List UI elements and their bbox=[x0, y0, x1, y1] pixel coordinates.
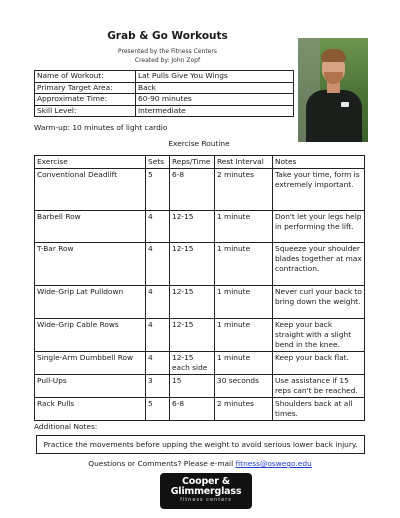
info-row bbox=[35, 82, 294, 94]
reps-cell: 15 bbox=[170, 375, 215, 398]
contact-email-link[interactable]: fitness@oswego.edu bbox=[235, 459, 312, 468]
exercise-cell: Wide-Grip Lat Pulldown bbox=[35, 286, 146, 319]
info-label: Skill Level: bbox=[35, 105, 136, 117]
presented-by: Presented by the Fitness Centers bbox=[118, 48, 217, 55]
rest-cell: 1 minute bbox=[215, 319, 273, 352]
created-by: Created by: John Zopf bbox=[134, 57, 201, 64]
info-label: Primary Target Area: bbox=[35, 82, 136, 94]
sets-cell: 4 bbox=[146, 243, 170, 286]
column-header: Rest Interval bbox=[215, 156, 273, 169]
logo-line-1: Cooper & bbox=[182, 476, 230, 487]
rest-cell: 1 minute bbox=[215, 243, 273, 286]
column-header: Notes bbox=[273, 156, 365, 169]
reps-cell: 12-15 bbox=[170, 319, 215, 352]
exercise-cell: Wide-Grip Cable Rows bbox=[35, 319, 146, 352]
notes-cell: Shoulders back at all times. bbox=[273, 398, 365, 421]
fitness-centers-logo bbox=[160, 473, 252, 509]
sets-cell: 5 bbox=[146, 398, 170, 421]
rest-cell: 2 minutes bbox=[215, 169, 273, 211]
table-row bbox=[35, 243, 365, 286]
info-row bbox=[35, 105, 294, 117]
exercise-cell: Rack Pulls bbox=[35, 398, 146, 421]
exercise-cell: Conventional Deadlift bbox=[35, 169, 146, 211]
table-row bbox=[35, 286, 365, 319]
info-value: Intermediate bbox=[136, 105, 294, 117]
reps-cell: 12-15 bbox=[170, 286, 215, 319]
info-value: 60-90 minutes bbox=[136, 94, 294, 106]
table-row bbox=[35, 319, 365, 352]
logo-line-2: Glimmerglass bbox=[170, 486, 242, 497]
contact-line bbox=[0, 459, 400, 468]
notes-cell: Squeeze your shoulder blades together at max contraction. bbox=[273, 243, 365, 286]
column-header: Exercise bbox=[35, 156, 146, 169]
exercise-cell: Barbell Row bbox=[35, 211, 146, 243]
sets-cell: 4 bbox=[146, 352, 170, 375]
notes-cell: Keep your back straight with a slight bend in the knee. bbox=[273, 319, 365, 352]
exercise-cell: Pull-Ups bbox=[35, 375, 146, 398]
exercise-cell: T-Bar Row bbox=[35, 243, 146, 286]
rest-cell: 30 seconds bbox=[215, 375, 273, 398]
page-title: Grab & Go Workouts bbox=[107, 30, 228, 42]
rest-cell: 2 minutes bbox=[215, 398, 273, 421]
column-header: Reps/Time bbox=[170, 156, 215, 169]
reps-cell: 6-8 bbox=[170, 398, 215, 421]
notes-cell: Take your time, form is extremely important. bbox=[273, 169, 365, 211]
reps-cell: 12-15 bbox=[170, 243, 215, 286]
sets-cell: 4 bbox=[146, 211, 170, 243]
contact-text: Questions or Comments? Please e-mail bbox=[88, 459, 236, 468]
reps-cell: 12-15 each side bbox=[170, 352, 215, 375]
additional-notes-label: Additional Notes: bbox=[34, 422, 98, 431]
table-row bbox=[35, 211, 365, 243]
table-row bbox=[35, 169, 365, 211]
info-value: Back bbox=[136, 82, 294, 94]
rest-cell: 1 minute bbox=[215, 211, 273, 243]
notes-cell: Use assistance if 15 reps can't be reached. bbox=[273, 375, 365, 398]
sets-cell: 4 bbox=[146, 319, 170, 352]
table-row bbox=[35, 352, 365, 375]
column-header: Sets bbox=[146, 156, 170, 169]
additional-note-box: Practice the movements before upping the weight to avoid serious lower back injury. bbox=[36, 435, 365, 454]
reps-cell: 6-8 bbox=[170, 169, 215, 211]
logo-line-3: fitness centers bbox=[180, 497, 232, 503]
trainer-photo bbox=[298, 38, 368, 142]
notes-cell: Never curl your back to bring down the weight. bbox=[273, 286, 365, 319]
info-row bbox=[35, 94, 294, 106]
warmup-text: Warm-up: 10 minutes of light cardio bbox=[34, 123, 168, 132]
info-label: Name of Workout: bbox=[35, 71, 136, 83]
workout-info-table bbox=[34, 70, 294, 117]
notes-cell: Keep your back flat. bbox=[273, 352, 365, 375]
sets-cell: 5 bbox=[146, 169, 170, 211]
info-row bbox=[35, 71, 294, 83]
sets-cell: 4 bbox=[146, 286, 170, 319]
info-label: Approximate Time: bbox=[35, 94, 136, 106]
exercise-cell: Single-Arm Dumbbell Row bbox=[35, 352, 146, 375]
exercise-table bbox=[34, 155, 365, 421]
info-value: Lat Pulls Give You Wings bbox=[136, 71, 294, 83]
table-row bbox=[35, 375, 365, 398]
reps-cell: 12-15 bbox=[170, 211, 215, 243]
rest-cell: 1 minute bbox=[215, 352, 273, 375]
sets-cell: 3 bbox=[146, 375, 170, 398]
notes-cell: Don't let your legs help in performing the lift. bbox=[273, 211, 365, 243]
routine-heading: Exercise Routine bbox=[168, 139, 230, 148]
table-row bbox=[35, 398, 365, 421]
table-header-row bbox=[35, 156, 365, 169]
rest-cell: 1 minute bbox=[215, 286, 273, 319]
